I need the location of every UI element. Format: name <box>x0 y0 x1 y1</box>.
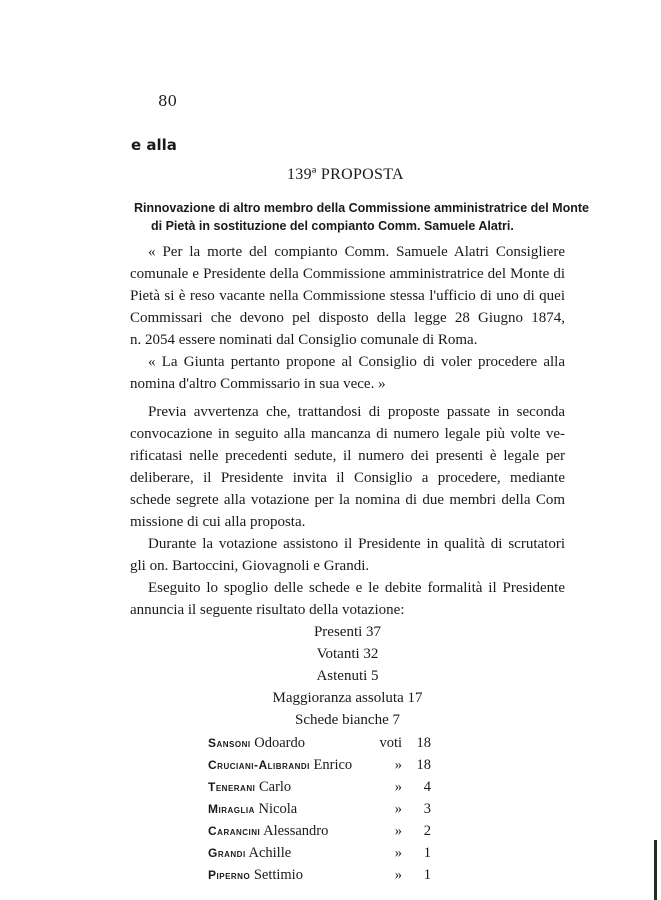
paragraph-3-line: missione di cui alla proposta. <box>130 514 306 530</box>
candidate-name <box>208 755 352 775</box>
candidate-surname: Carancini <box>208 824 261 838</box>
candidate-ditto-mark: » <box>394 845 402 861</box>
paragraph-1-line: « Per la morte del compianto Comm. Samuele Alatri Consigliere <box>148 244 565 260</box>
candidate-name <box>208 865 303 885</box>
subtitle-line-1: Rinnovazione di altro membro della Commissione amministratrice del Monte <box>134 201 589 215</box>
paragraph-2-line: nomina d'altro Commissario in sua vece. » <box>130 376 386 392</box>
candidate-votes: 2 <box>423 823 431 839</box>
candidate-ditto-mark: » <box>394 757 402 773</box>
candidate-first-name: Carlo <box>258 779 292 795</box>
candidate-first-name: Odoardo <box>254 735 305 751</box>
result-schede-bianche: Schede bianche 7 <box>295 712 400 728</box>
candidate-first-name: Alessandro <box>263 823 329 839</box>
candidate-name <box>208 733 305 753</box>
candidate-surname: Cruciani-Alibrandi <box>208 758 310 772</box>
result-votanti: Votanti 32 <box>316 646 379 662</box>
candidate-votes-label: voti <box>379 735 402 751</box>
candidate-name <box>208 777 291 797</box>
paragraph-2-line: « La Giunta pertanto propone al Consiglio di voler procedere alla <box>148 354 565 370</box>
paragraph-3-line: schede segrete alla votazione per la nomina di due membri della Com <box>130 492 565 508</box>
paragraph-3-line: deliberare, il Presidente invita il Consiglio a procedere, mediante <box>130 470 565 486</box>
candidate-name <box>208 821 328 841</box>
paragraph-3-line: Previa avvertenza che, trattandosi di proposte passate in seconda <box>148 404 565 420</box>
candidate-votes: 4 <box>423 779 431 795</box>
intro-text: e alla <box>131 136 177 154</box>
candidate-first-name: Achille <box>248 845 292 861</box>
candidate-surname: Piperno <box>208 868 251 882</box>
paragraph-1-line: comunale e Presidente della Commissione amministratrice del Monte di <box>130 266 565 282</box>
candidate-votes: 18 <box>416 735 431 751</box>
candidate-ditto-mark: » <box>394 823 402 839</box>
page-edge-mark <box>654 840 657 900</box>
candidate-votes: 1 <box>423 845 431 861</box>
result-maggioranza: Maggioranza assoluta 17 <box>272 690 423 706</box>
candidate-surname: Sansoni <box>208 736 251 750</box>
paragraph-3-line: convocazione in seguito alla mancanza di numero legale più volte ve- <box>130 426 565 442</box>
paragraph-1-line: Commissari che devono pel disposto della legge 28 Giugno 1874, <box>130 310 565 326</box>
candidate-votes: 1 <box>423 867 431 883</box>
paragraph-1-line: n. 2054 essere nominati dal Consiglio comunale di Roma. <box>130 332 478 348</box>
candidate-surname: Tenerani <box>208 780 256 794</box>
candidate-surname: Grandi <box>208 846 246 860</box>
paragraph-5-line: annuncia il seguente risultato della votazione: <box>130 602 405 618</box>
result-presenti: Presenti 37 <box>313 624 382 640</box>
paragraph-4-line: Durante la votazione assistono il Presidente in qualità di scrutatori <box>148 536 565 552</box>
paragraph-1-line: Pietà si è reso vacante nella Commissione stessa l'ufficio di uno di quei <box>130 288 565 304</box>
subtitle-line-2: di Pietà in sostituzione del compianto Comm. Samuele Alatri. <box>151 219 514 233</box>
candidate-ditto-mark: » <box>394 801 402 817</box>
paragraph-3-line: rificatasi nelle precedenti sedute, il numero dei presenti è legale per <box>130 448 565 464</box>
candidate-first-name: Nicola <box>258 801 298 817</box>
proposal-heading: 139ª PROPOSTA <box>287 166 404 183</box>
candidate-votes: 3 <box>423 801 431 817</box>
candidate-first-name: Enrico <box>313 757 353 773</box>
candidate-ditto-mark: » <box>394 779 402 795</box>
page-number: 80 <box>158 92 178 110</box>
candidate-ditto-mark: » <box>394 867 402 883</box>
paragraph-5-line: Eseguito lo spoglio delle schede e le debite formalità il Presidente <box>148 580 565 596</box>
candidate-name <box>208 843 291 863</box>
candidate-votes: 18 <box>416 757 431 773</box>
candidate-first-name: Settimio <box>253 867 303 883</box>
candidate-name <box>208 799 297 819</box>
candidate-surname: Miraglia <box>208 802 255 816</box>
result-astenuti: Astenuti 5 <box>316 668 379 684</box>
paragraph-4-line: gli on. Bartoccini, Giovagnoli e Grandi. <box>130 558 370 574</box>
